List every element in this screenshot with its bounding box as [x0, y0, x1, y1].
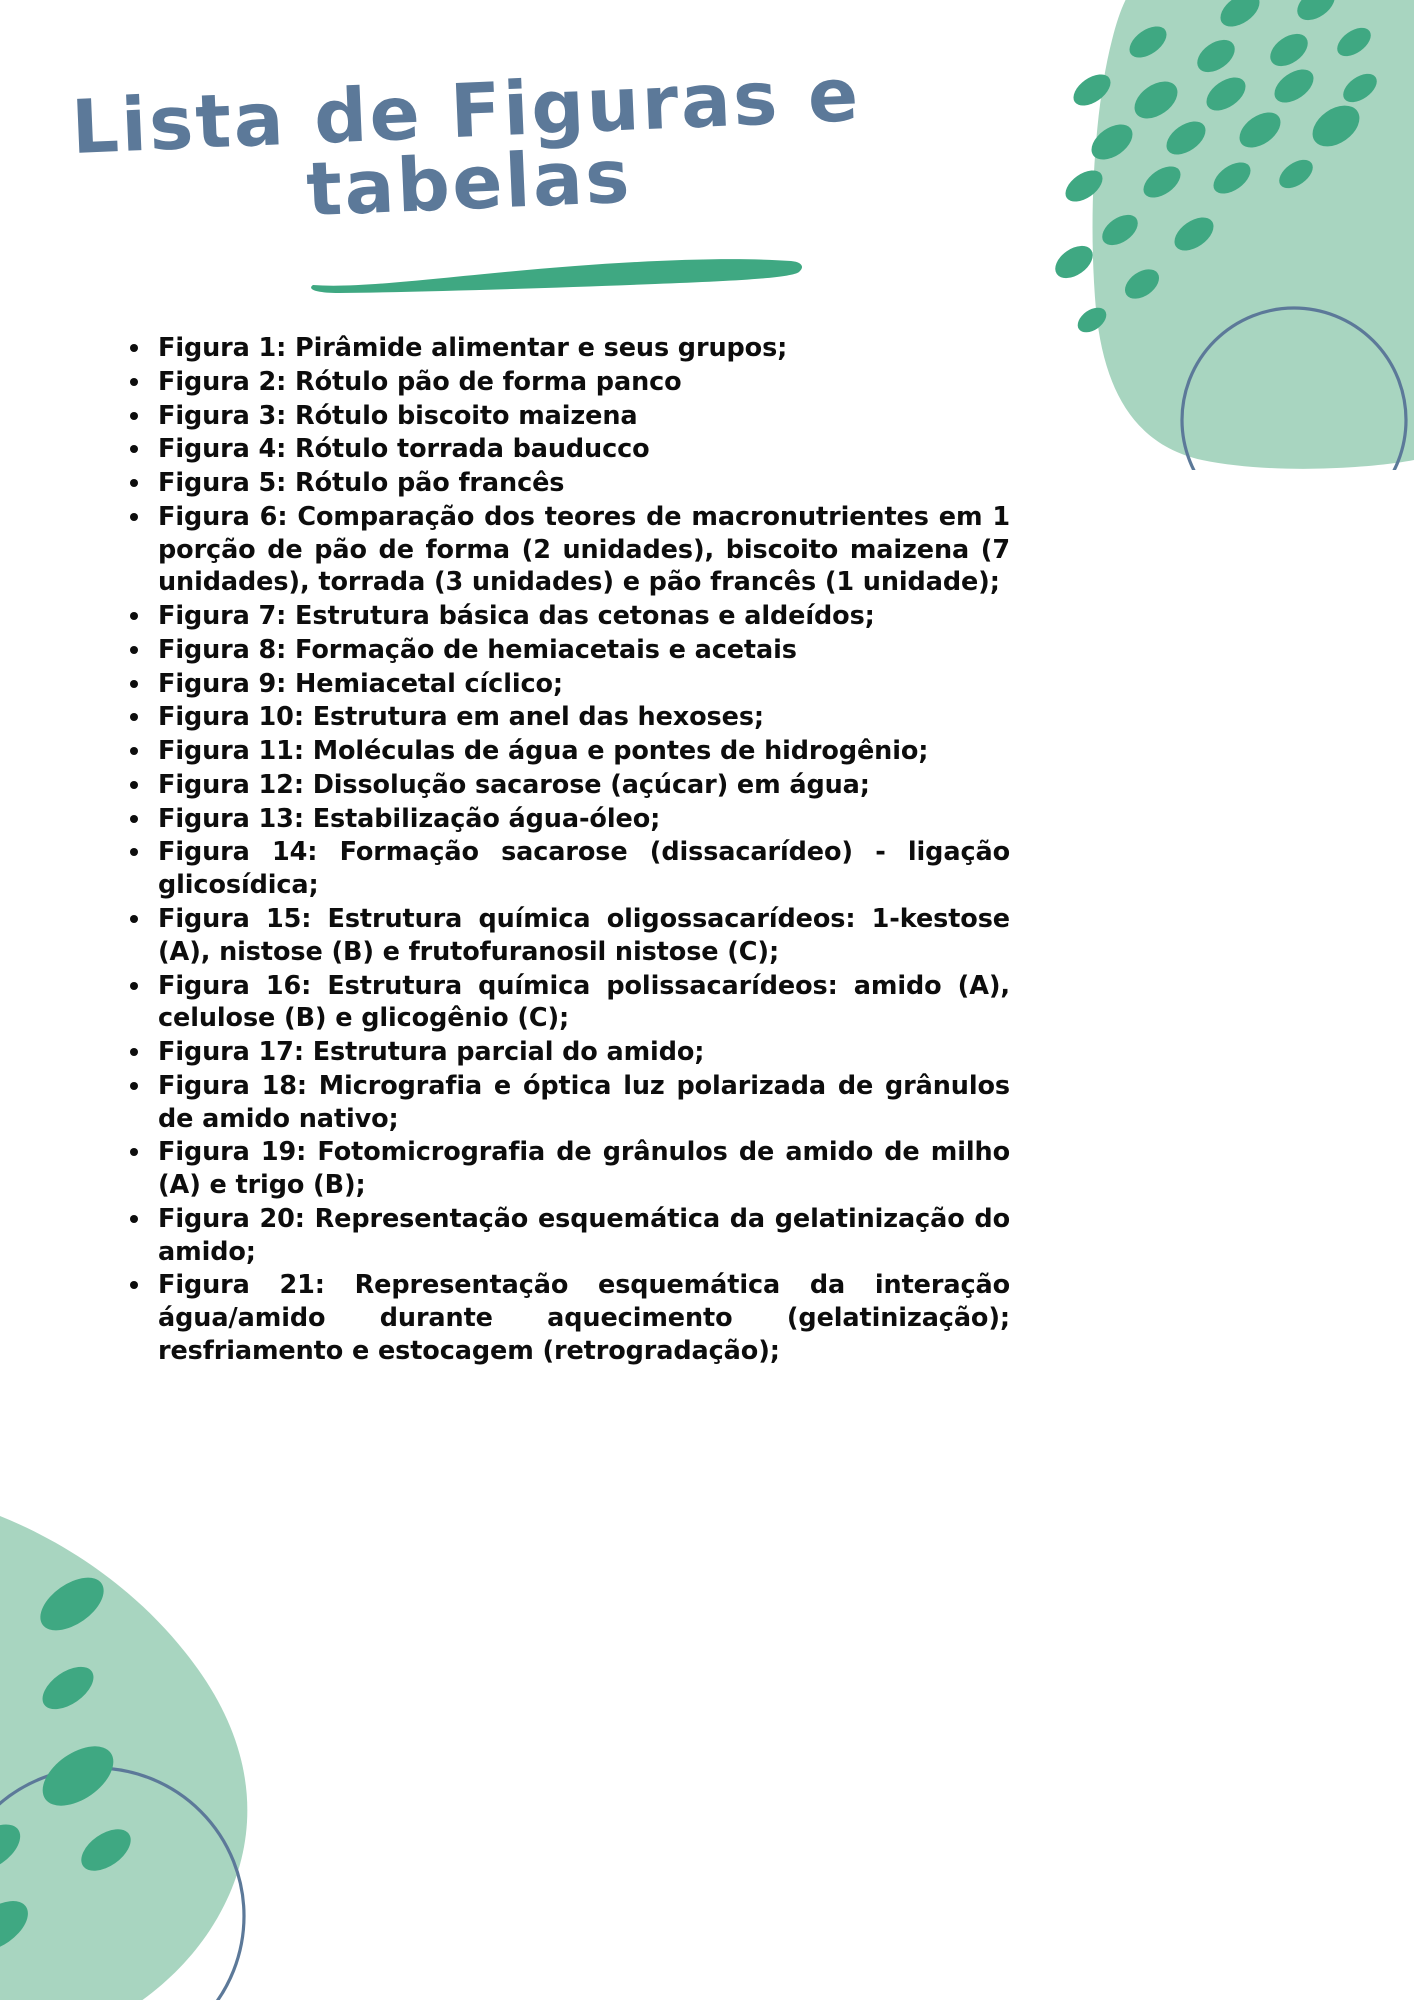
list-item: Figura 11: Moléculas de água e pontes de hidrogênio;	[120, 735, 1010, 768]
title-wrap	[0, 52, 905, 239]
dot-cluster	[1049, 0, 1382, 337]
circle-outline-icon	[0, 1768, 244, 2000]
blob-light-green	[1093, 0, 1414, 469]
list-item: Figura 20: Representação esquemática da gelatinização do amido;	[120, 1203, 1010, 1269]
list-item: Figura 13: Estabilização água-óleo;	[120, 803, 1010, 836]
list-item: Figura 6: Comparação dos teores de macronutrientes em 1 porção de pão de forma (2 unidades), biscoito maizena (7 unidades), torrada (3 unidades) e pão francês (1 unidade);	[120, 501, 1010, 599]
dot-cluster	[0, 1515, 138, 1961]
list-item: Figura 8: Formação de hemiacetais e acetais	[120, 634, 1010, 667]
blob-light-green	[0, 1480, 247, 2000]
list-item: Figura 5: Rótulo pão francês	[120, 467, 1010, 500]
list-item: Figura 18: Micrografia e óptica luz polarizada de grânulos de amido nativo;	[120, 1070, 1010, 1136]
list-item: Figura 21: Representação esquemática da interação água/amido durante aquecimento (gelatinização); resfriamento e estocagem (retrogradação);	[120, 1269, 1010, 1367]
list-item: Figura 7: Estrutura básica das cetonas e aldeídos;	[120, 600, 1010, 633]
list-item: Figura 3: Rótulo biscoito maizena	[120, 400, 1010, 433]
figure-list	[120, 332, 1010, 1369]
list-item: Figura 14: Formação sacarose (dissacarídeo) - ligação glicosídica;	[120, 836, 1010, 902]
top-right-decoration	[944, 0, 1414, 470]
list-item: Figura 15: Estrutura química oligossacarídeos: 1-kestose (A), nistose (B) e frutofuranosil nistose (C);	[120, 903, 1010, 969]
list-item: Figura 16: Estrutura química polissacarídeos: amido (A), celulose (B) e glicogênio (C);	[120, 970, 1010, 1036]
list-item: Figura 9: Hemiacetal cíclico;	[120, 668, 1010, 701]
list-item: Figura 12: Dissolução sacarose (açúcar) em água;	[120, 769, 1010, 802]
list-item: Figura 2: Rótulo pão de forma panco	[120, 366, 1010, 399]
bottom-left-decoration	[0, 1420, 400, 2000]
list-item: Figura 4: Rótulo torrada bauducco	[120, 433, 1010, 466]
list-item: Figura 19: Fotomicrografia de grânulos de amido de milho (A) e trigo (B);	[120, 1136, 1010, 1202]
page-header	[0, 52, 900, 336]
list-item: Figura 17: Estrutura parcial do amido;	[120, 1036, 1010, 1069]
page-title: Lista de Figuras e tabelas	[69, 52, 863, 233]
circle-outline-icon	[1182, 308, 1406, 470]
list-item: Figura 10: Estrutura em anel das hexoses;	[120, 701, 1010, 734]
list-item: Figura 1: Pirâmide alimentar e seus grupos;	[120, 332, 1010, 365]
